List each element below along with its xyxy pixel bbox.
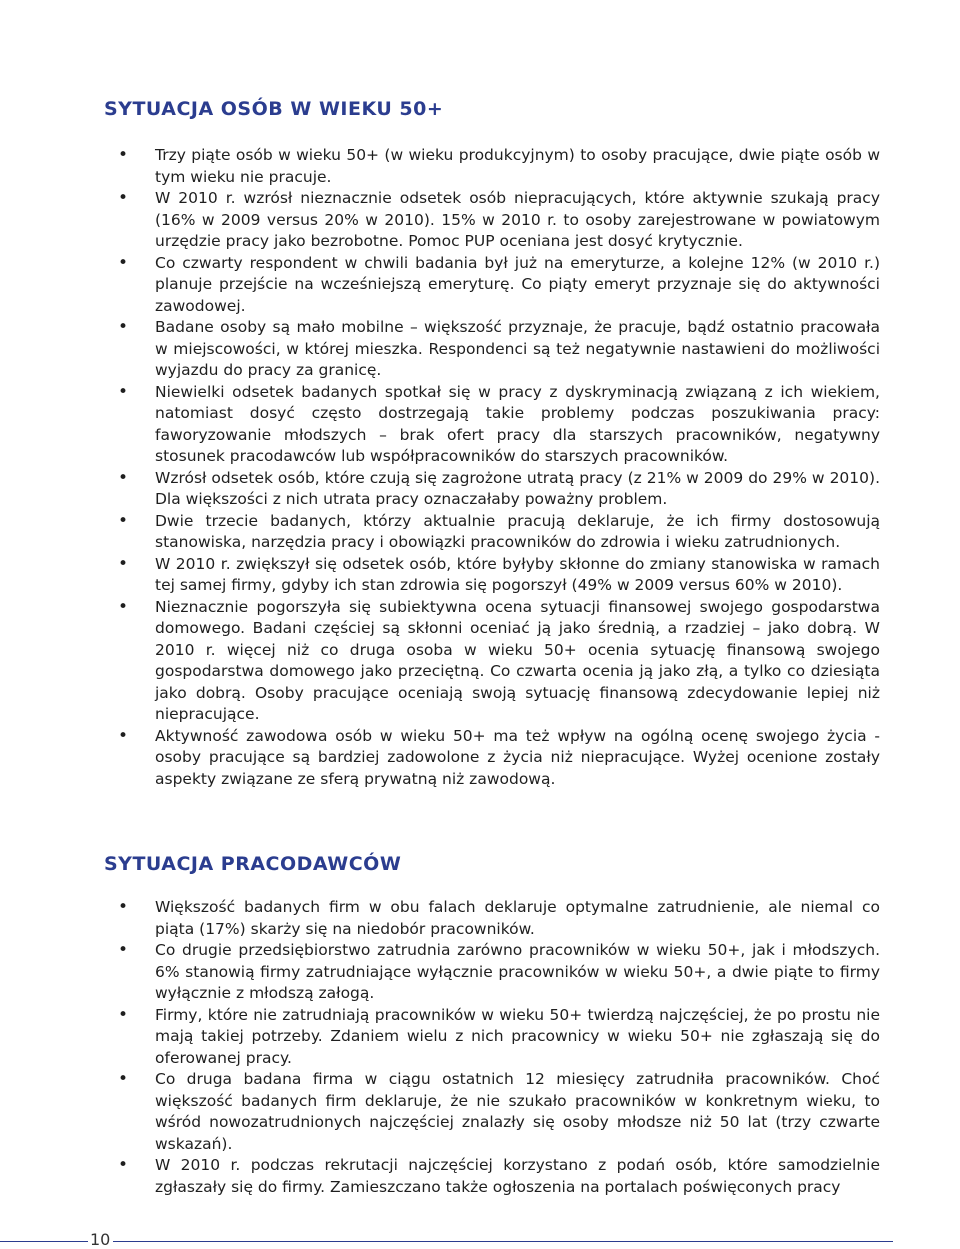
list-item: • Nieznacznie pogorszyła się subiektywna ocena sytuacji finansowej swojego gospodarstwa domowego. Badani częściej są skłonni oceniać ją jako średnią, a rzadziej – jako dobrą. W 2010 r. więcej niż co druga osoba w wieku 50+ ocenia sytuację finansową swojego gospodarstwa domowego jako przeciętną. Co czwarta ocenia ją jako złą, a tylko co dziesiąta jako dobrą. Osoby pracujące oceniają swoją sytuację finansową zdecydowanie lepiej niż niepracujące.	[0, 597, 880, 726]
list-item: • Co czwarty respondent w chwili badania był już na emeryturze, a kolejne 12% (w 2010 r.) planuje przejście na wcześniejszą emeryturę. Co piąty emeryt przyznaje się do aktywności zawodowej.	[0, 253, 880, 318]
list-item: • W 2010 r. zwiększył się odsetek osób, które byłyby skłonne do zmiany stanowiska w ramach tej samej firmy, gdyby ich stan zdrowia się pogorszył (49% w 2009 versus 60% w 2010).	[0, 554, 880, 597]
list-item: • Co drugie przedsiębiorstwo zatrudnia zarówno pracowników w wieku 50+, jak i młodszych. 6% stanowią firmy zatrudniające wyłącznie pracowników w wieku 50+, a dwie piąte to firmy wyłącznie z młodszą załogą.	[0, 940, 880, 1005]
list-item: • Co druga badana firma w ciągu ostatnich 12 miesięcy zatrudniła pracowników. Choć większość badanych firm deklaruje, że nie szukało pracowników w konkretnym wieku, to wśród nowozatrudnionych najczęściej znalazły się osoby młodsze niż 50 lat (trzy czwarte wskazań).	[0, 1069, 880, 1155]
bullet-list-older-workers	[0, 145, 880, 790]
list-item: • Wzrósł odsetek osób, które czują się zagrożone utratą pracy (z 21% w 2009 do 29% w 2010). Dla większości z nich utrata pracy oznaczałaby poważny problem.	[0, 468, 880, 511]
list-item: • Dwie trzecie badanych, którzy aktualnie pracują deklaruje, że ich firmy dostosowują stanowiska, narzędzia pracy i obowiązki pracowników do zdrowia i wieku zatrudnionych.	[0, 511, 880, 554]
list-item: • Trzy piąte osób w wieku 50+ (w wieku produkcyjnym) to osoby pracujące, dwie piąte osób w tym wieku nie pracuje.	[0, 145, 880, 188]
list-item: • W 2010 r. podczas rekrutacji najczęściej korzystano z podań osób, które samodzielnie zgłaszały się do firmy. Zamieszczano także ogłoszenia na portalach poświęconych pracy	[0, 1155, 880, 1198]
section-heading-older-workers: SYTUACJA OSÓB W WIEKU 50+	[104, 98, 444, 120]
page-number: 10	[90, 1230, 111, 1249]
list-item: • Badane osoby są mało mobilne – większość przyznaje, że pracuje, bądź ostatnio pracowała w miejscowości, w której mieszka. Respondenci są też negatywnie nastawieni do możliwości wyjazdu do pracy za granicę.	[0, 317, 880, 382]
list-item: • Aktywność zawodowa osób w wieku 50+ ma też wpływ na ogólną ocenę swojego życia - osoby pracujące są bardziej zadowolone z życia niż niepracujące. Wyżej ocenione zostały aspekty związane ze sferą prywatną niż zawodową.	[0, 726, 880, 791]
bullet-list-employers	[0, 897, 880, 1198]
list-item: • Większość badanych firm w obu falach deklaruje optymalne zatrudnienie, ale niemal co piąta (17%) skarży się na niedobór pracowników.	[0, 897, 880, 940]
list-item: • W 2010 r. wzrósł nieznacznie odsetek osób niepracujących, które aktywnie szukają pracy (16% w 2009 versus 20% w 2010). 15% w 2010 r. to osoby zarejestrowane w powiatowym urzędzie pracy jako bezrobotne. Pomoc PUP oceniana jest dosyć krytycznie.	[0, 188, 880, 253]
section-heading-employers: SYTUACJA PRACODAWCÓW	[104, 853, 402, 875]
list-item: • Firmy, które nie zatrudniają pracowników w wieku 50+ twierdzą najczęściej, że po prostu nie mają takiej potrzeby. Zdaniem wielu z nich pracownicy w wieku 50+ nie zgłaszają się do oferowanej pracy.	[0, 1005, 880, 1070]
footer-divider-right	[113, 1241, 893, 1242]
footer-divider-left	[0, 1241, 88, 1242]
list-item: • Niewielki odsetek badanych spotkał się w pracy z dyskryminacją związaną z ich wiekiem, natomiast dosyć często dostrzegają takie problemy podczas poszukiwania pracy: faworyzowanie młodszych – brak ofert pracy dla starszych pracowników, negatywny stosunek pracodawców lub współpracowników do starszych pracowników.	[0, 382, 880, 468]
